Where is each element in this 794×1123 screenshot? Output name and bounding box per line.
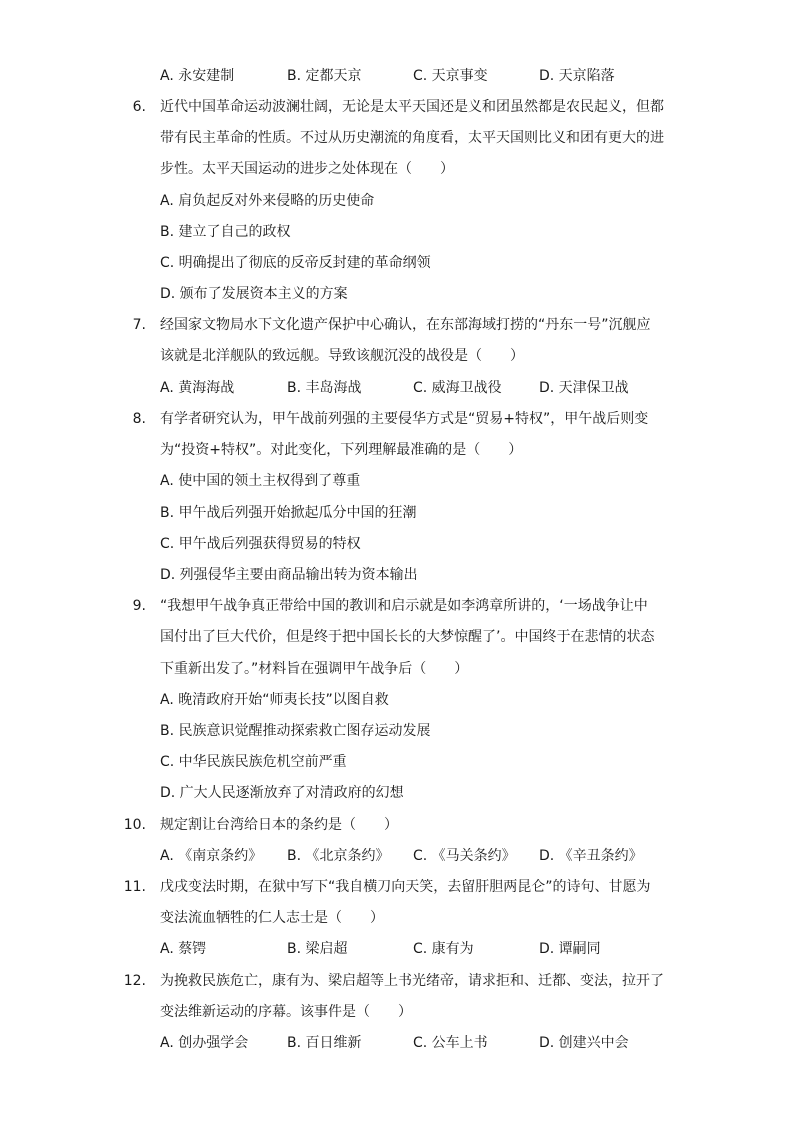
option-c: C. 《马关条约》	[413, 848, 516, 864]
option-d: D. 创建兴中会	[539, 1035, 629, 1051]
question-text: 有学者研究认为，甲午战前列强的主要侵华方式是“贸易+特权”，甲午战后则变	[160, 411, 649, 427]
option-a: A. 创办强学会	[160, 1035, 249, 1051]
option-a: A. 黄海海战	[160, 380, 235, 396]
option-b: B. 建立了自己的政权	[160, 224, 291, 240]
option-d: D. 天津保卫战	[539, 380, 629, 396]
option-a: A. 使中国的领土主权得到了尊重	[160, 473, 361, 489]
question-number: 10.	[123, 817, 146, 833]
option-b: B. 丰岛海战	[287, 380, 362, 396]
question-number: 9.	[132, 598, 146, 614]
question-text: 带有民主革命的性质。不过从历史潮流的角度看，太平天国则比义和团有更大的进	[160, 130, 664, 146]
option-d: D. 列强侵华主要由商品输出转为资本输出	[160, 567, 418, 583]
option-c: C. 明确提出了彻底的反帝反封建的革命纲领	[160, 255, 431, 271]
option-b: B. 民族意识觉醒推动探索救亡图存运动发展	[160, 723, 431, 739]
question-text: 为“投资+特权”。对此变化，下列理解最准确的是（ ）	[160, 442, 523, 458]
question-text: 变法维新运动的序幕。该事件是（ ）	[160, 1004, 412, 1020]
option-d: D. 谭嗣同	[539, 941, 601, 957]
question-number: 7.	[132, 317, 146, 333]
option-b: B. 定都天京	[287, 68, 362, 84]
question-text: 国付出了巨大代价，但是终于把中国长长的大梦惊醒了’。中国终于在悲情的状态	[160, 629, 655, 645]
option-d: D. 颁布了发展资本主义的方案	[160, 286, 348, 302]
option-c: C. 甲午战后列强获得贸易的特权	[160, 536, 361, 552]
question-number: 8.	[132, 411, 146, 427]
option-d: D. 广大人民逐渐放弃了对清政府的幻想	[160, 785, 404, 801]
option-d: D. 天京陷落	[539, 68, 615, 84]
question-text: 步性。太平天国运动的进步之处体现在（ ）	[160, 161, 454, 177]
option-d: D. 《辛丑条约》	[539, 848, 643, 864]
option-a: A. 晚清政府开始“师夷长技”以图自救	[160, 692, 389, 708]
question-text: 近代中国革命运动波澜壮阔，无论是太平天国还是义和团虽然都是农民起义，但都	[160, 99, 664, 115]
question-text: 为挽救民族危亡，康有为、梁启超等上书光绪帝，请求拒和、迁都、变法，拉开了	[160, 973, 664, 989]
option-b: B. 百日维新	[287, 1035, 362, 1051]
option-a: A. 《南京条约》	[160, 848, 263, 864]
question-text: 变法流血牺牲的仁人志士是（ ）	[160, 910, 384, 926]
question-text: 经国家文物局水下文化遗产保护中心确认，在东部海域打捞的“丹东一号”沉舰应	[160, 317, 651, 333]
option-b: B. 梁启超	[287, 941, 348, 957]
option-c: C. 康有为	[413, 941, 474, 957]
question-text: 下重新出发了。”材料旨在强调甲午战争后（ ）	[160, 661, 469, 677]
option-c: C. 威海卫战役	[413, 380, 502, 396]
question-text: 戊戌变法时期，在狱中写下“我自横刀向天笑，去留肝胆两昆仑”的诗句、甘愿为	[160, 879, 651, 895]
option-c: C. 公车上书	[413, 1035, 488, 1051]
option-b: B. 《北京条约》	[287, 848, 390, 864]
option-b: B. 甲午战后列强开始掀起瓜分中国的狂潮	[160, 505, 417, 521]
question-number: 12.	[123, 973, 146, 989]
option-a: A. 肩负起反对外来侵略的历史使命	[160, 193, 375, 209]
question-text: 该就是北洋舰队的致远舰。导致该舰沉没的战役是（ ）	[160, 348, 524, 364]
question-number: 6.	[132, 99, 146, 115]
option-c: C. 中华民族民族危机空前严重	[160, 754, 347, 770]
question-text: 规定割让台湾给日本的条约是（ ）	[160, 817, 398, 833]
question-text: “我想甲午战争真正带给中国的教训和启示就是如李鸿章所讲的，‘一场战争让中	[160, 598, 648, 614]
option-c: C. 天京事变	[413, 68, 488, 84]
option-a: A. 蔡锷	[160, 941, 207, 957]
question-number: 11.	[123, 879, 146, 895]
option-a: A. 永安建制	[160, 68, 235, 84]
